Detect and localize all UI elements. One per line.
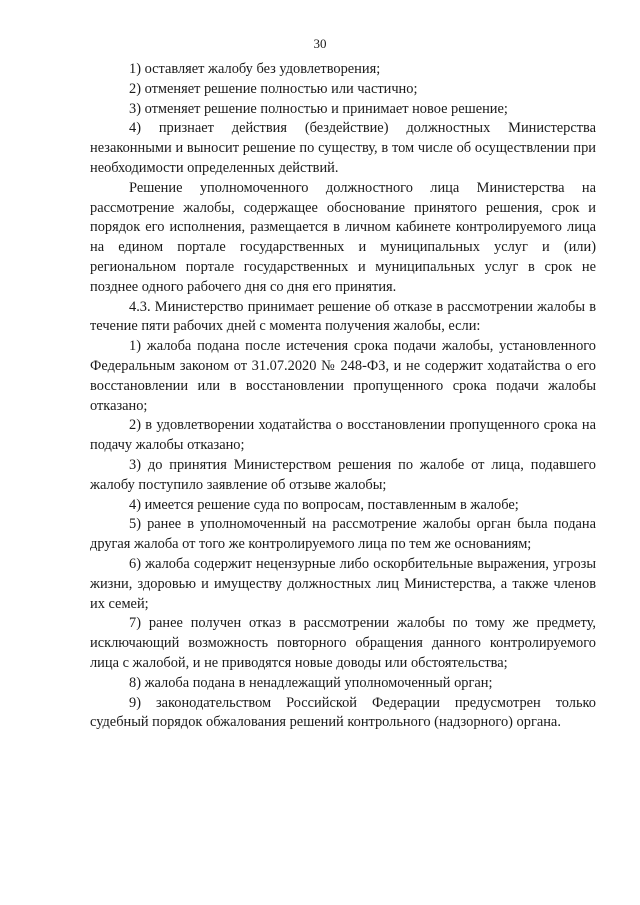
paragraph-decision-2: 2) отменяет решение полностью или частично; <box>129 80 418 97</box>
paragraph-decision-4: 4) признает действия (бездействие) должностных Министерства незаконными и выносит решение по существу, в том числе об осуществлении при необходимости определенных действий. <box>90 120 596 176</box>
paragraph-refusal-2: 2) в удовлетворении ходатайства о восстановлении пропущенного срока на подачу жалобы отказано; <box>90 417 596 454</box>
document-body <box>90 60 596 733</box>
paragraph-decision-3: 3) отменяет решение полностью и принимает новое решение; <box>129 100 508 117</box>
paragraph-refusal-1: 1) жалоба подана после истечения срока подачи жалобы, установленного Федеральным законом от 31.07.2020 № 248-ФЗ, и не содержит ходатайства о его восстановлении или в восстановлении пропущенного срока подачи жалобы отказано; <box>90 338 596 414</box>
paragraph-refusal-5: 5) ранее в уполномоченный на рассмотрение жалобы орган была подана другая жалоба от того же контролируемого лица по тем же основаниям; <box>90 516 596 553</box>
paragraph-section-4-3: 4.3. Министерство принимает решение об отказе в рассмотрении жалобы в течение пяти рабочих дней с момента получения жалобы, если: <box>90 298 596 335</box>
paragraph-refusal-7: 7) ранее получен отказ в рассмотрении жалобы по тому же предмету, исключающий возможность повторного обращения данного контролируемого лица с жалобой, и не приводятся новые доводы или обстоятельства; <box>90 615 596 671</box>
paragraph-refusal-3: 3) до принятия Министерством решения по жалобе от лица, подавшего жалобу поступило заявление об отзыве жалобы; <box>90 456 596 493</box>
paragraph-refusal-6: 6) жалоба содержит нецензурные либо оскорбительные выражения, угрозы жизни, здоровью и имуществу должностных лиц Министерства, а также членов их семей; <box>90 555 596 612</box>
paragraph-decision-1: 1) оставляет жалобу без удовлетворения; <box>129 61 381 77</box>
page-number: 30 <box>313 36 327 51</box>
paragraph-refusal-4: 4) имеется решение суда по вопросам, поставленным в жалобе; <box>129 496 519 513</box>
paragraph-refusal-9: 9) законодательством Российской Федерации предусмотрен только судебный порядок обжалования решений контрольного (надзорного) органа. <box>90 694 596 731</box>
paragraph-refusal-8: 8) жалоба подана в ненадлежащий уполномоченный орган; <box>129 674 493 691</box>
paragraph-decision-publication: Решение уполномоченного должностного лица Министерства на рассмотрение жалобы, содержащее обоснование принятого решения, срок и порядок его исполнения, размещается в личном кабинете контролируемого лица на едином портале государственных и муниципальных услуг и (или) региональном портале государственных и муниципальных услуг в срок не позднее одного рабочего дня со дня его принятия. <box>90 179 596 295</box>
